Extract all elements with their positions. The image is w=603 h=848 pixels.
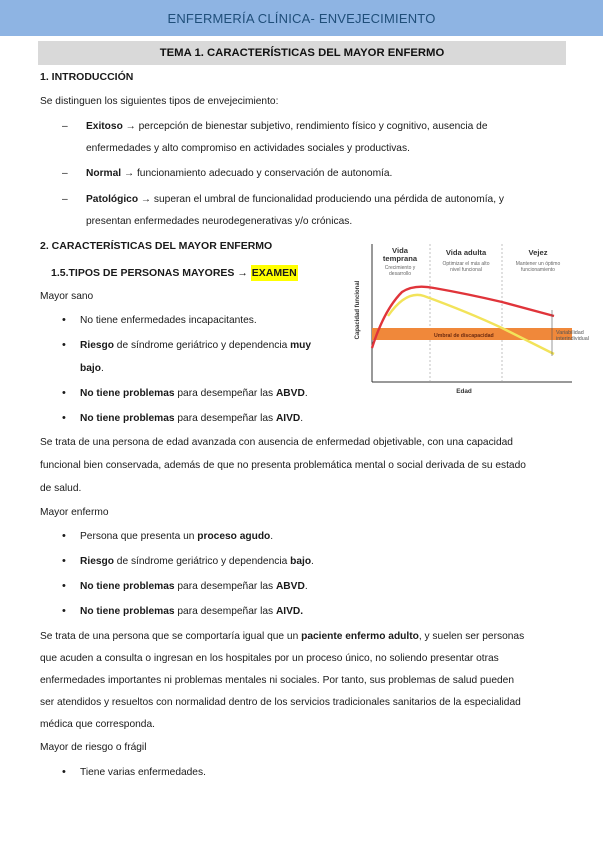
- stage-1-title-b: temprana: [382, 254, 418, 263]
- sano-bullet-3: [80, 388, 308, 399]
- problemas: problemas: [123, 388, 175, 399]
- aging-type-normal: [86, 168, 392, 179]
- stage-3-sub-b: funcionamiento: [521, 267, 555, 273]
- riesgo-label: Riesgo: [80, 340, 114, 351]
- no-tiene: No tiene: [80, 581, 124, 592]
- enfermo-paragraph-4: ser atendidos y resueltos con normalidad dentro de los servicios tradicionales sanitarios de la especialidad: [40, 697, 521, 708]
- paciente-enfermo-adulto: paciente enfermo adulto: [301, 631, 419, 642]
- list-dash: –: [62, 168, 68, 179]
- threshold-label: Umbral de discapacidad: [434, 333, 494, 339]
- punct: .: [311, 556, 314, 567]
- punct: .: [300, 413, 304, 424]
- riesgo-text: de síndrome geriátrico y dependencia: [113, 556, 291, 567]
- bullet-dot: •: [62, 387, 66, 399]
- riesgo-label: Riesgo: [80, 556, 114, 567]
- list-dash: –: [62, 121, 68, 132]
- enfermo-bullet-4: [80, 606, 303, 617]
- x-axis-label: Edad: [456, 388, 472, 395]
- sano-paragraph-3: de salud.: [40, 483, 82, 494]
- punct: .: [304, 388, 308, 399]
- stage-2-title: Vida adulta: [445, 248, 487, 257]
- fragil-bullet-1: Tiene varias enfermedades.: [80, 767, 206, 778]
- stage-3-title: Vejez: [528, 248, 548, 257]
- document-header: [0, 0, 603, 36]
- subsection-heading: [51, 263, 298, 283]
- no-tiene: No tiene: [80, 413, 124, 424]
- stage-1-sub-b: desarrollo: [389, 271, 411, 277]
- bullet-dot: •: [62, 412, 66, 424]
- enfermo-paragraph-1: [40, 631, 564, 642]
- exam-highlight: EXAMEN: [251, 267, 297, 279]
- aging-type-patologico: [86, 194, 564, 205]
- bullet-dot: •: [62, 580, 66, 592]
- stage-1-sub-a: Crecimiento y: [384, 265, 416, 271]
- group-title-enfermo: Mayor enfermo: [40, 507, 109, 518]
- proceso-agudo: proceso agudo: [197, 531, 271, 542]
- stage-3-sub-a: Mantener un óptimo: [515, 261, 561, 267]
- enfermo-paragraph-3: enfermedades importantes ni problemas mentales ni sociales. Por tanto, sus problemas de salud pueden: [40, 675, 514, 686]
- para-text: para desempeñar las: [174, 413, 276, 424]
- bullet-dot: •: [62, 530, 66, 542]
- no-tiene: No tiene: [80, 606, 124, 617]
- bullet-dot: •: [62, 314, 66, 326]
- sano-bullet-2-cont: [80, 363, 104, 374]
- stage-1-title-a: Vida: [392, 246, 408, 255]
- punct: .: [270, 531, 274, 542]
- enfermo-b1-text: Persona que presenta un: [80, 531, 198, 542]
- bullet-dot: •: [62, 766, 66, 778]
- stage-2-sub-b: nivel funcional: [450, 267, 482, 273]
- topic-banner: [38, 41, 566, 65]
- problemas: problemas: [123, 606, 175, 617]
- stage-2-sub-a: Optimizar el más alto: [442, 261, 490, 267]
- subsection-title: 1.5.TIPOS DE PERSONAS MAYORES →: [51, 267, 251, 279]
- sano-bullet-1: No tiene enfermedades incapacitantes.: [80, 315, 257, 326]
- sano-bullet-2: [80, 340, 353, 351]
- patologico-text-2: presentan enfermedades neurodegenerativas y/o crónicas.: [86, 216, 353, 227]
- bullet-dot: •: [62, 605, 66, 617]
- punct: .: [100, 363, 104, 374]
- variability-label-b: interindividual: [556, 336, 589, 342]
- bullet-dot: •: [62, 555, 66, 567]
- yellow-trajectory-line: [388, 295, 554, 354]
- section-1-heading: 1. INTRODUCCIÓN: [40, 71, 134, 83]
- enfermo-p1-a: Se trata de una persona que se comportaría igual que un: [40, 631, 302, 642]
- group-title-fragil: Mayor de riesgo o frágil: [40, 742, 147, 753]
- abvd: ABVD: [275, 581, 305, 592]
- section-1-intro: Se distinguen los siguientes tipos de envejecimiento:: [40, 96, 279, 107]
- patologico-text-1: → superan el umbral de funcionalidad produciendo una pérdida de autonomía, y: [138, 194, 504, 205]
- term-exitoso: Exitoso: [86, 121, 123, 132]
- normal-text: → funcionamiento adecuado y conservación de autonomía.: [121, 168, 393, 179]
- document-title: ENFERMERÍA CLÍNICA- ENVEJECIMIENTO: [167, 10, 436, 26]
- exitoso-text-2: enfermedades y alto compromiso en actividades sociales y productivas.: [86, 143, 410, 154]
- aging-type-exitoso: [86, 121, 564, 132]
- riesgo-level: bajo: [290, 556, 312, 567]
- riesgo-text: de síndrome geriátrico y dependencia: [113, 340, 291, 351]
- group-title-sano: Mayor sano: [40, 291, 94, 302]
- term-normal: Normal: [86, 168, 122, 179]
- functional-capacity-figure: [344, 238, 589, 398]
- aivd: AIVD: [275, 413, 301, 424]
- enfermo-bullet-1: [80, 531, 273, 542]
- topic-title: TEMA 1. CARACTERÍSTICAS DEL MAYOR ENFERMO: [159, 47, 445, 59]
- enfermo-paragraph-5: médica que corresponda.: [40, 719, 155, 730]
- riesgo-level-a: muy: [290, 340, 312, 351]
- term-patologico: Patológico: [86, 194, 139, 205]
- enfermo-bullet-3: [80, 581, 308, 592]
- para-text: para desempeñar las: [174, 606, 276, 617]
- no-tiene: No tiene: [80, 388, 124, 399]
- sano-paragraph-1: Se trata de una persona de edad avanzada con ausencia de enfermedad objetivable, con una capacidad: [40, 437, 513, 448]
- aivd: AIVD.: [275, 606, 304, 617]
- problemas: problemas: [123, 581, 175, 592]
- punct: .: [304, 581, 308, 592]
- sano-paragraph-2: funcional bien conservada, además de que no presenta problemática mental o social derivada de su estado: [40, 460, 526, 471]
- variability-label-a: Variabilidad: [556, 330, 584, 336]
- section-2-heading: 2. CARACTERÍSTICAS DEL MAYOR ENFERMO: [40, 240, 273, 252]
- list-dash: –: [62, 194, 68, 205]
- y-axis-label: Capacidad funcional: [355, 280, 361, 340]
- enfermo-paragraph-2: que acuden a consulta o ingresan en los hospitales por un proceso único, no soliendo presentar otras: [40, 653, 499, 664]
- para-text: para desempeñar las: [174, 388, 276, 399]
- abvd: ABVD: [275, 388, 305, 399]
- problemas: problemas: [123, 413, 175, 424]
- bullet-dot: •: [62, 339, 66, 351]
- para-text: para desempeñar las: [174, 581, 276, 592]
- exitoso-text-1: → percepción de bienestar subjetivo, rendimiento físico y cognitivo, ausencia de: [122, 121, 488, 132]
- enfermo-p1-c: , y suelen ser personas: [418, 631, 525, 642]
- riesgo-level-b: bajo: [80, 363, 101, 374]
- enfermo-bullet-2: [80, 556, 314, 567]
- sano-bullet-4: [80, 413, 303, 424]
